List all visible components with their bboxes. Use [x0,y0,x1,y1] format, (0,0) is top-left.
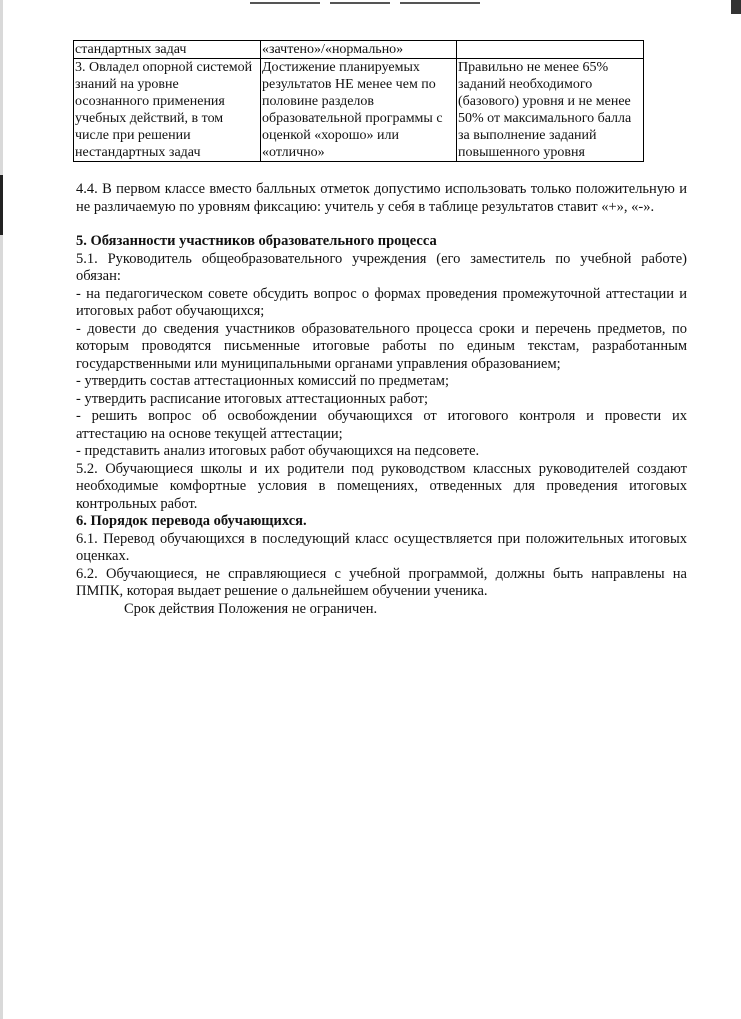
cell-text: 50% от максимального балла [458,111,632,126]
text-line: которым проводятся письменные итоговые работы по единым текстам, разработанным [76,338,687,354]
cell-text: «зачтено»/«нормально» [262,42,404,57]
cell-text: учебных действий, в том [75,111,224,126]
text-line: аттестацию на основе текущей аттестации; [76,425,343,442]
cell-text: оценкой «хорошо» или [262,128,399,143]
table-cell [261,59,457,162]
text-line: 6.1. Перевод обучающихся в последующий класс осуществляется при положительных итоговых [76,530,687,547]
cell-text: заданий необходимого [458,77,593,92]
section-5-title: 5. Обязанности участников образовательного процесса [76,233,437,249]
grades-criteria-table [73,40,644,162]
cell-text: результатов НЕ менее чем по [262,77,436,92]
table-cell-empty [457,41,644,59]
cell-text: нестандартных задач [75,145,201,160]
table-cell [261,41,457,59]
text-line: - на педагогическом совете обсудить вопрос о формах проведения промежуточной аттестации и [76,285,687,302]
duty-item [76,408,687,443]
duty-item [76,373,687,391]
table-row [74,41,644,59]
table-cell [74,41,261,59]
cell-text: 3. Овладел опорной системой [75,60,253,75]
cell-text: за выполнение заданий [458,128,597,143]
table-row [74,59,644,162]
validity-statement [76,601,687,619]
cell-text: (базового) уровня и не менее [458,94,631,109]
text-line: 6.2. Обучающиеся, не справляющиеся с учебной программой, должны быть направлены на [76,565,687,582]
text-line: необходимые комфортные условия в помещениях, отведенных для проведения итоговых [76,478,687,494]
cell-text: повышенного уровня [458,145,585,160]
scan-top-line [330,2,390,4]
text-line: ПМПК, которая выдает решение о дальнейшем обучении ученика. [76,583,488,599]
text-line: - довести до сведения участников образовательного процесса сроки и перечень предметов, по [76,320,687,337]
paragraph-6-2 [76,566,687,601]
cell-text: знаний на уровне [75,77,179,92]
text-line: Срок действия Положения не ограничен. [124,600,378,617]
text-line: - решить вопрос об освобождении обучающихся от итогового контроля и провести их [76,408,687,424]
text-line: 5.1. Руководитель общеобразовательного учреждения (его заместитель по учебной работе) [76,250,687,267]
table-cell [457,59,644,162]
duty-item [76,286,687,321]
paragraph-4-4 [76,181,687,216]
scan-top-line [250,2,320,4]
text-line: не различаемую по уровням фиксацию: учитель у себя в таблице результатов ставит «+», «-». [76,198,655,215]
text-line: контрольных работ. [76,495,198,512]
text-line: - утвердить расписание итоговых аттестационных работ; [76,390,429,407]
paragraph-5-1 [76,251,687,286]
cell-text: числе при решении [75,128,191,143]
section-5 [76,233,687,618]
duty-item [76,321,687,374]
text-line: - утвердить состав аттестационных комиссий по предметам; [76,373,449,389]
paragraph-6-1 [76,531,687,566]
text-line: 4.4. В первом классе вместо балльных отметок допустимо использовать только положительную и [76,181,687,197]
duty-item [76,391,687,409]
duty-item [76,443,687,461]
text-line: 5.2. Обучающиеся школы и их родители под руководством классных руководителей создают [76,460,687,477]
scan-top-line [400,2,480,4]
cell-text: половине разделов [262,94,375,109]
cell-text: осознанного применения [75,94,225,109]
scan-corner-mark [731,0,741,14]
text-line: государственными или муниципальными органами управления образованием; [76,355,561,372]
text-line: - представить анализ итоговых работ обучающихся на педсовете. [76,443,480,459]
cell-text: Правильно не менее 65% [458,60,609,75]
paragraph-5-2 [76,461,687,514]
scan-left-edge [0,0,3,1019]
text-line: оценках. [76,548,130,564]
section-6-title: 6. Порядок перевода обучающихся. [76,513,307,529]
cell-text: Достижение планируемых [262,60,420,75]
cell-text: образовательной программы с [262,111,443,126]
text-line: итоговых работ обучающихся; [76,303,265,319]
cell-text: «отлично» [262,145,325,160]
table-cell [74,59,261,162]
cell-text: стандартных задач [75,42,187,57]
text-line: обязан: [76,268,121,284]
scan-left-mark [0,175,3,235]
